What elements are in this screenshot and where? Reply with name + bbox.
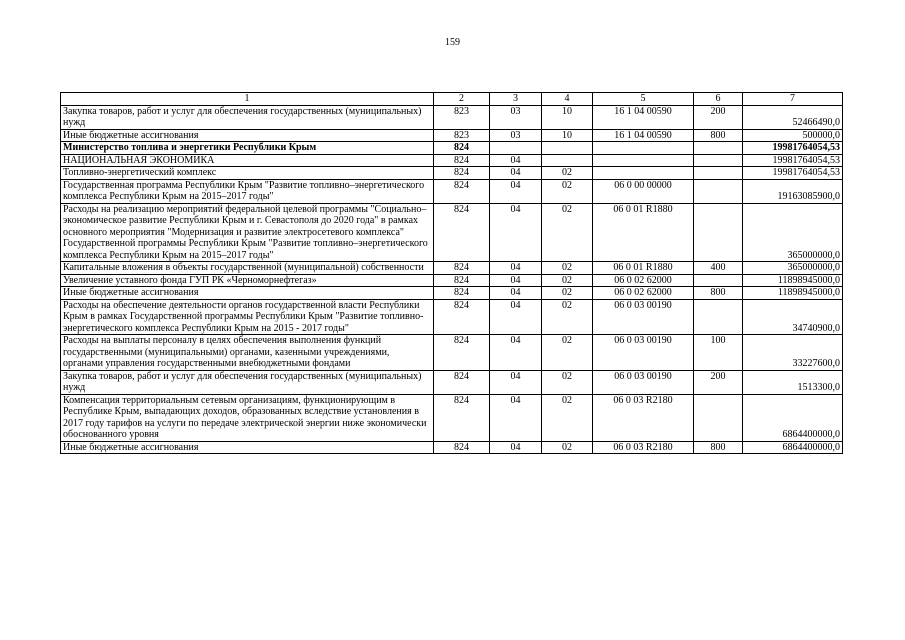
row-expense-type-cell: 400: [694, 262, 743, 275]
row-expense-type-cell: [694, 142, 743, 155]
row-name-cell: Иные бюджетные ассигнования: [61, 129, 434, 142]
row-expense-type-cell: 100: [694, 335, 743, 371]
row-target-article-cell: 06 0 01 R1880: [593, 262, 694, 275]
table-row: [61, 274, 843, 287]
row-subsection-code-cell: [542, 142, 593, 155]
row-target-article-cell: 06 0 02 62000: [593, 287, 694, 300]
row-amount-cell: 11898945000,0: [743, 287, 843, 300]
row-name-cell: Закупка товаров, работ и услуг для обеспечения государственных (муниципальных) нужд: [61, 105, 434, 129]
row-target-article-cell: 06 0 02 62000: [593, 274, 694, 287]
row-expense-type-cell: [694, 179, 743, 203]
row-name-cell: Государственная программа Республики Крым "Развитие топливно–энергетического комплекса Республики Крым на 2015–2017 годы": [61, 179, 434, 203]
row-subsection-code-cell: 02: [542, 287, 593, 300]
row-expense-type-cell: 200: [694, 105, 743, 129]
row-department-code-cell: 824: [434, 203, 490, 262]
row-department-code-cell: 824: [434, 394, 490, 441]
row-department-code-cell: 824: [434, 262, 490, 275]
row-section-code-cell: [490, 142, 542, 155]
table-row: [61, 262, 843, 275]
row-target-article-cell: 06 0 03 R2180: [593, 441, 694, 454]
row-section-code-cell: 04: [490, 274, 542, 287]
row-department-code-cell: 824: [434, 167, 490, 180]
row-target-article-cell: 16 1 04 00590: [593, 129, 694, 142]
table-row: [61, 299, 843, 335]
row-section-code-cell: 03: [490, 105, 542, 129]
row-amount-cell: 365000000,0: [743, 262, 843, 275]
row-subsection-code-cell: 02: [542, 179, 593, 203]
row-department-code-cell: 824: [434, 335, 490, 371]
row-expense-type-cell: 800: [694, 441, 743, 454]
row-department-code-cell: 824: [434, 441, 490, 454]
row-amount-cell: 365000000,0: [743, 203, 843, 262]
row-amount-cell: 19981764054,53: [743, 167, 843, 180]
row-amount-cell: 19981764054,53: [743, 154, 843, 167]
row-name-cell: Министерство топлива и энергетики Республики Крым: [61, 142, 434, 155]
row-subsection-code-cell: 02: [542, 203, 593, 262]
row-name-cell: Расходы на реализацию мероприятий федеральной целевой программы "Социально–экономическое развитие Республики Крым и г. Севастополя до 2020 года" в рамках основного мероприятия "Модернизация и развитие электросетевого комплекса" Государственной программы Республики Крым "Развитие топливно–энергетического комплекса Республики Крым на 2015–2017 годы": [61, 203, 434, 262]
row-section-code-cell: 04: [490, 154, 542, 167]
table-row: [61, 335, 843, 371]
row-department-code-cell: 824: [434, 179, 490, 203]
row-amount-cell: 19981764054,53: [743, 142, 843, 155]
row-section-code-cell: 04: [490, 167, 542, 180]
row-subsection-code-cell: 02: [542, 262, 593, 275]
row-section-code-cell: 04: [490, 299, 542, 335]
row-expense-type-cell: [694, 299, 743, 335]
row-section-code-cell: 04: [490, 203, 542, 262]
header-cell: 3: [490, 93, 542, 106]
row-name-cell: Компенсация территориальным сетевым организациям, функционирующим в Республике Крым, выпадающих доходов, образованных вследствие установления в 2017 году тарифов на услуги по передаче электрической энергии ниже экономически обоснованного уровня: [61, 394, 434, 441]
row-department-code-cell: 824: [434, 154, 490, 167]
row-target-article-cell: [593, 167, 694, 180]
table-row: [61, 154, 843, 167]
row-subsection-code-cell: 02: [542, 441, 593, 454]
row-expense-type-cell: [694, 154, 743, 167]
table-row: [61, 394, 843, 441]
row-subsection-code-cell: 02: [542, 167, 593, 180]
row-name-cell: Топливно-энергетический комплекс: [61, 167, 434, 180]
row-section-code-cell: 04: [490, 179, 542, 203]
row-amount-cell: 33227600,0: [743, 335, 843, 371]
row-subsection-code-cell: 10: [542, 129, 593, 142]
row-target-article-cell: 06 0 03 00190: [593, 335, 694, 371]
table-row: [61, 179, 843, 203]
row-name-cell: Расходы на выплаты персоналу в целях обеспечения выполнения функций государственными (муниципальными) органами, казенными учреждениями, органами управления государственными внебюджетными фондами: [61, 335, 434, 371]
row-expense-type-cell: [694, 167, 743, 180]
header-cell: 5: [593, 93, 694, 106]
row-section-code-cell: 04: [490, 335, 542, 371]
header-cell: 2: [434, 93, 490, 106]
row-target-article-cell: 06 0 01 R1880: [593, 203, 694, 262]
header-cell: 4: [542, 93, 593, 106]
header-cell: 1: [61, 93, 434, 106]
row-department-code-cell: 823: [434, 105, 490, 129]
table-row: [61, 370, 843, 394]
row-name-cell: Иные бюджетные ассигнования: [61, 441, 434, 454]
table-row: [61, 287, 843, 300]
row-department-code-cell: 824: [434, 142, 490, 155]
row-subsection-code-cell: 02: [542, 370, 593, 394]
row-subsection-code-cell: 02: [542, 299, 593, 335]
row-subsection-code-cell: 10: [542, 105, 593, 129]
row-target-article-cell: 06 0 00 00000: [593, 179, 694, 203]
row-target-article-cell: 06 0 03 R2180: [593, 394, 694, 441]
row-department-code-cell: 823: [434, 129, 490, 142]
row-name-cell: Увеличение уставного фонда ГУП РК «Черноморнефтегаз»: [61, 274, 434, 287]
row-name-cell: Закупка товаров, работ и услуг для обеспечения государственных (муниципальных) нужд: [61, 370, 434, 394]
table-row: [61, 167, 843, 180]
row-target-article-cell: [593, 142, 694, 155]
budget-table: [60, 92, 843, 454]
table-row: [61, 441, 843, 454]
row-section-code-cell: 04: [490, 262, 542, 275]
page-number: 159: [445, 37, 460, 48]
row-section-code-cell: 04: [490, 287, 542, 300]
row-target-article-cell: 06 0 03 00190: [593, 299, 694, 335]
table-header-row: [61, 93, 843, 106]
table-row: [61, 105, 843, 129]
row-section-code-cell: 04: [490, 441, 542, 454]
row-expense-type-cell: [694, 274, 743, 287]
row-subsection-code-cell: 02: [542, 335, 593, 371]
row-subsection-code-cell: 02: [542, 394, 593, 441]
row-name-cell: Капитальные вложения в объекты государственной (муниципальной) собственности: [61, 262, 434, 275]
row-department-code-cell: 824: [434, 274, 490, 287]
row-amount-cell: 34740900,0: [743, 299, 843, 335]
row-name-cell: Расходы на обеспечение деятельности органов государственной власти Республики Крым в рамках Государственной программы Республики Крым "Развитие топливно-энергетического комплекса Республики Крым на 2015 - 2017 годы": [61, 299, 434, 335]
row-amount-cell: 11898945000,0: [743, 274, 843, 287]
row-section-code-cell: 04: [490, 394, 542, 441]
row-subsection-code-cell: 02: [542, 274, 593, 287]
header-cell: 7: [743, 93, 843, 106]
row-amount-cell: 52466490,0: [743, 105, 843, 129]
row-expense-type-cell: 800: [694, 287, 743, 300]
row-section-code-cell: 03: [490, 129, 542, 142]
row-department-code-cell: 824: [434, 299, 490, 335]
row-expense-type-cell: 200: [694, 370, 743, 394]
row-target-article-cell: 16 1 04 00590: [593, 105, 694, 129]
row-department-code-cell: 824: [434, 287, 490, 300]
row-amount-cell: 6864400000,0: [743, 441, 843, 454]
row-expense-type-cell: [694, 394, 743, 441]
row-expense-type-cell: [694, 203, 743, 262]
row-amount-cell: 1513300,0: [743, 370, 843, 394]
row-amount-cell: 6864400000,0: [743, 394, 843, 441]
row-subsection-code-cell: [542, 154, 593, 167]
row-expense-type-cell: 800: [694, 129, 743, 142]
table-row: [61, 203, 843, 262]
row-department-code-cell: 824: [434, 370, 490, 394]
row-target-article-cell: 06 0 03 00190: [593, 370, 694, 394]
row-name-cell: НАЦИОНАЛЬНАЯ ЭКОНОМИКА: [61, 154, 434, 167]
row-amount-cell: 500000,0: [743, 129, 843, 142]
table-row: [61, 142, 843, 155]
header-cell: 6: [694, 93, 743, 106]
row-amount-cell: 19163085900,0: [743, 179, 843, 203]
row-name-cell: Иные бюджетные ассигнования: [61, 287, 434, 300]
row-target-article-cell: [593, 154, 694, 167]
row-section-code-cell: 04: [490, 370, 542, 394]
table-row: [61, 129, 843, 142]
